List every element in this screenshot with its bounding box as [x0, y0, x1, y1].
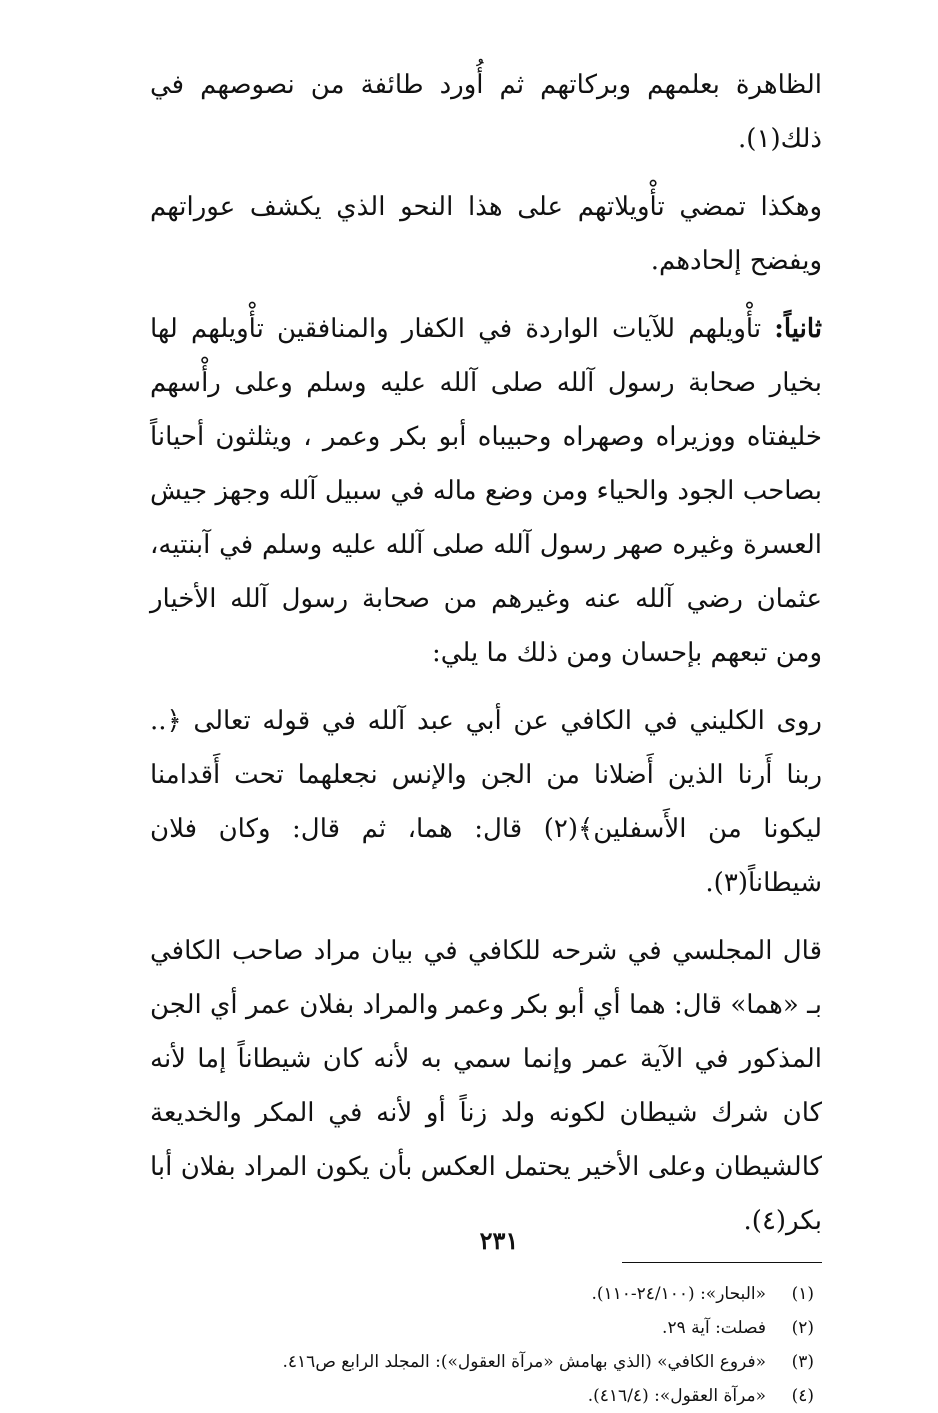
paragraph-5-text: قال المجلسي في شرحه للكافي في بيان مراد صاحب الكافي بـ «هما» قال: هما أي أبو بكر وعمر والمراد بفلان عمر أي الجن المذكور في الآية عمر وإنما سمي به لأنه كان شيطاناً إما لأنه كان شرك شيطان لكونه ولد زناً أو لأنه في المكر والخديعة كالشيطان وعلى الأخير يحتمل العكس بأن يكون المراد بفلان أبا بكر(٤).: [150, 936, 822, 1236]
paragraph-3-lead: ثانياً:: [774, 314, 822, 344]
paragraph-1-text: الظاهرة بعلمهم وبركاتهم ثم أُورد طائفة من نصوصهم في ذلك(١).: [150, 70, 822, 154]
footnote-4: [150, 1379, 822, 1413]
footnote-text: «البحار»: (٢٤/١٠٠-١١٠).: [591, 1284, 766, 1304]
footnote-number: (٢): [791, 1318, 814, 1338]
paragraph-1: [150, 58, 822, 166]
footnote-number: (٣): [791, 1352, 814, 1372]
paragraph-2: [150, 180, 822, 288]
footnote-2: [150, 1311, 822, 1345]
paragraph-5: [150, 924, 822, 1248]
footnote-text: «فروع الكافي» (الذي بهامش «مرآة العقول»): المجلد الرابع ص٤١٦.: [282, 1352, 766, 1372]
paragraph-3-text: تأْويلهم للآيات الواردة في الكفار والمنافقين تأْويلهم لها بخيار صحابة رسول آلله صلى آلله عليه وسلم وعلى رأْسهم خليفتاه ووزيراه وصهراه وحبيباه أبو بكر وعمر ، ويثلثون أحياناً بصاحب الجود والحياء ومن وضع ماله في سبيل آلله وجهز جيش العسرة وغيره صهر رسول آلله صلى آلله عليه وسلم في آبنتيه، عثمان رضي آلله عنه وغيرهم من صحابة رسول آلله الأخيار ومن تبعهم بإحسان ومن ذلك ما يلي:: [150, 314, 822, 668]
paragraph-3: [150, 302, 822, 680]
footnote-number: (٤): [791, 1386, 814, 1406]
paragraph-4-text: روى الكليني في الكافي عن أبي عبد آلله في قوله تعالى ﴿.. ربنا أَرنا الذين أَضلانا من الجن والإنس نجعلهما تحت أَقدامنا ليكونا من الأَسفلين﴾(٢) قال: هما، ثم قال: وكان فلان شيطاناً(٣).: [150, 706, 822, 898]
paragraph-4: [150, 694, 822, 910]
footnotes: [150, 1277, 822, 1413]
footnote-number: (١): [791, 1284, 814, 1304]
footnote-3: [150, 1345, 822, 1379]
paragraph-2-text: وهكذا تمضي تأْويلاتهم على هذا النحو الذي يكشف عوراتهم ويفضح إلحادهم.: [150, 192, 822, 276]
footnote-text: فصلت: آية ٢٩.: [662, 1318, 766, 1338]
footnote-1: [150, 1277, 822, 1311]
footnote-divider: [622, 1262, 822, 1263]
footnote-text: «مرآة العقول»: (٤١٦/٤).: [587, 1386, 766, 1406]
page-body: [150, 58, 822, 1413]
page-number: ٢٣١: [479, 1226, 519, 1255]
